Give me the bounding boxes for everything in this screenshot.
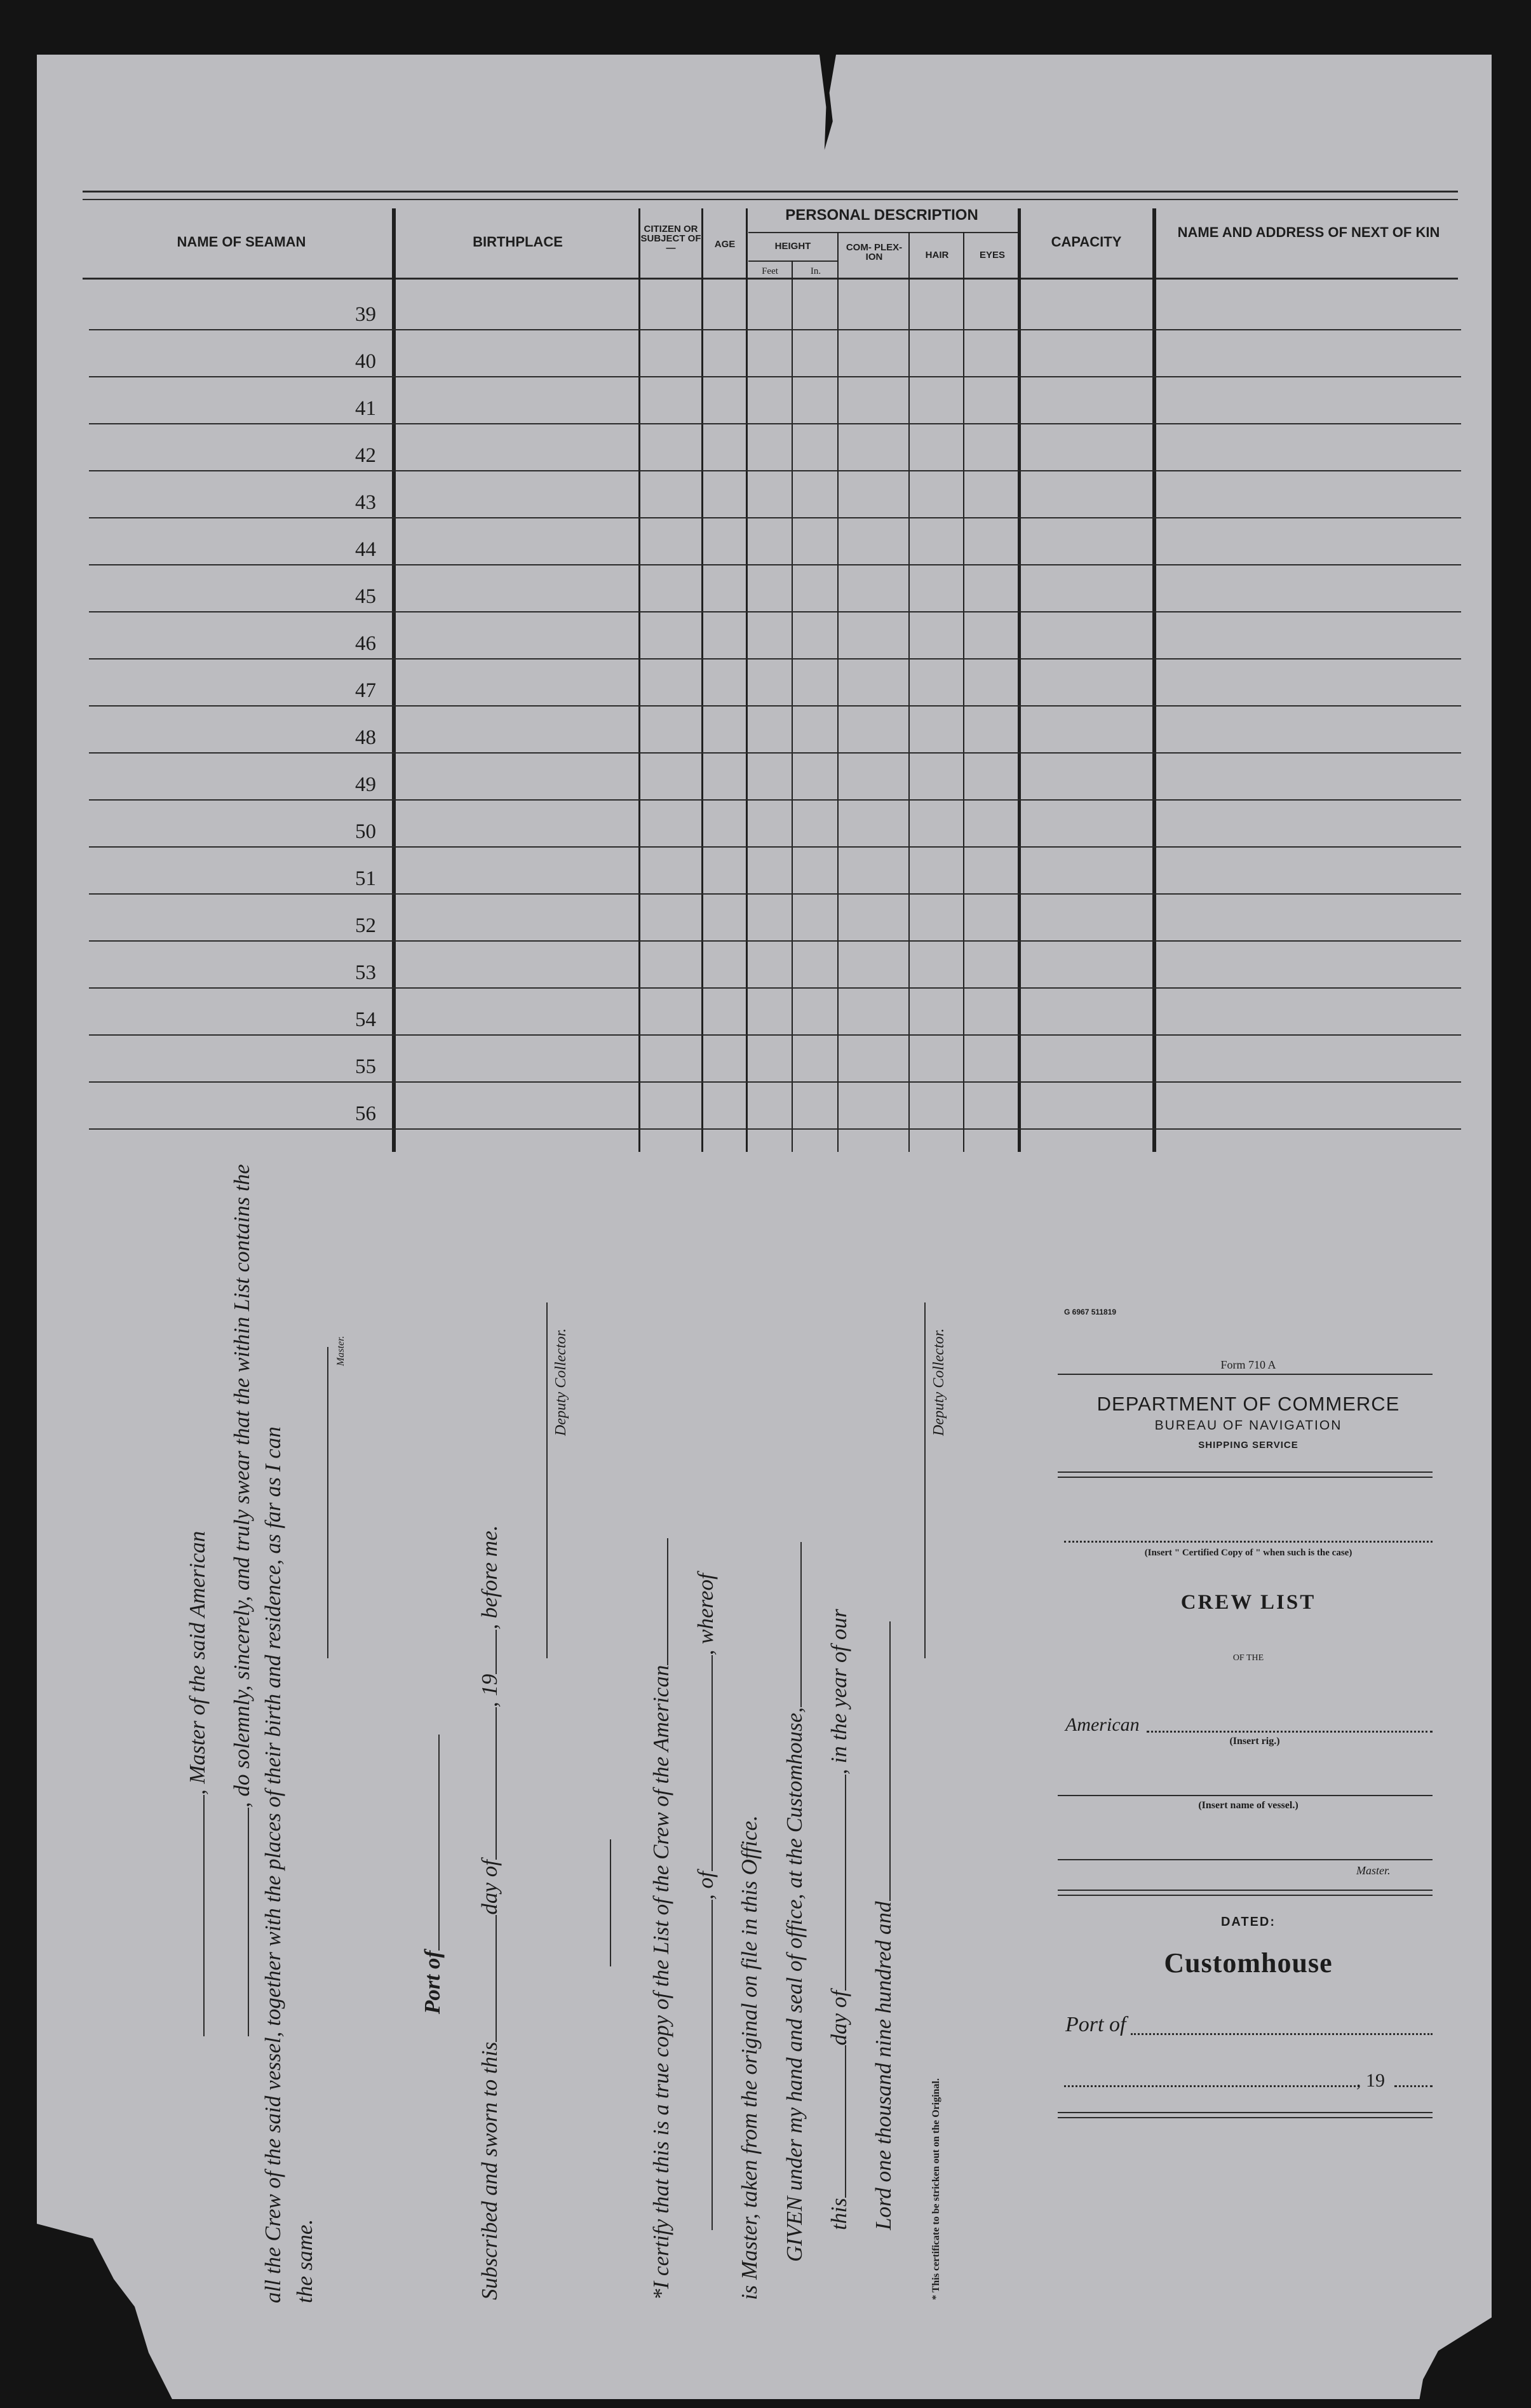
- master-line: [1058, 1859, 1433, 1860]
- oath-master-of: , Master of the said American: [184, 1531, 210, 2036]
- col-divider: [638, 208, 640, 1152]
- header-height: HEIGHT: [774, 241, 811, 252]
- rule: [1058, 1890, 1433, 1891]
- row-number: 49: [355, 773, 376, 796]
- oath-do-solemnly: , do solemnly, sincerely, and truly swear that the within List contains the: [229, 1164, 255, 2036]
- date-line: [1064, 2085, 1359, 2087]
- header-age: AGE: [714, 239, 736, 250]
- row-number: 51: [355, 867, 376, 890]
- header-next-of-kin: NAME AND ADDRESS OF NEXT OF KIN: [1177, 224, 1440, 240]
- rule: [1058, 1374, 1433, 1375]
- header-complexion: COM- PLEX- ION: [846, 242, 903, 262]
- header-birthplace: BIRTHPLACE: [473, 234, 563, 250]
- row-number: 56: [355, 1102, 376, 1125]
- top-rule: [83, 199, 1458, 200]
- col-divider: [392, 208, 396, 1152]
- insert-rig: (Insert rig.): [1229, 1736, 1280, 1747]
- row-number: 42: [355, 444, 376, 467]
- sworn-deputy-collector: Deputy Collector.: [553, 1328, 569, 1436]
- crew-list-cover: [1058, 1296, 1439, 2122]
- pd-rule: [748, 232, 1019, 233]
- cert-deputy-collector: Deputy Collector.: [931, 1328, 947, 1436]
- col-divider: [701, 208, 703, 1152]
- rig-line: [1147, 1731, 1433, 1733]
- row-number: 45: [355, 585, 376, 608]
- col-divider: [963, 232, 964, 1152]
- certified-copy-line: [1064, 1541, 1433, 1543]
- header-hair: HAIR: [925, 250, 949, 260]
- header-feet: Feet: [762, 266, 778, 276]
- rule: [1058, 2112, 1433, 2113]
- cert-line5: thisday of, in the year of our: [826, 1609, 851, 2230]
- service: SHIPPING SERVICE: [1198, 1440, 1298, 1451]
- height-rule: [748, 260, 837, 262]
- row-number: 52: [355, 914, 376, 937]
- header-bottom-rule: [83, 278, 1458, 280]
- year-line: [1394, 2085, 1433, 2087]
- row-number: 43: [355, 491, 376, 514]
- header-personal-description: PERSONAL DESCRIPTION: [785, 206, 978, 224]
- insert-certified: (Insert " Certified Copy of " when such is the case): [1144, 1548, 1352, 1558]
- port-of-label: Port of: [1065, 2013, 1126, 2036]
- oath-certificate-block: [165, 1164, 1194, 2313]
- dated-label: DATED:: [1220, 1915, 1276, 1929]
- of-the: OF THE: [1232, 1653, 1264, 1663]
- row-number: 48: [355, 726, 376, 749]
- bureau: BUREAU OF NAVIGATION: [1154, 1418, 1342, 1433]
- print-code: G 6967 511819: [1064, 1308, 1117, 1316]
- header-inches: In.: [810, 266, 821, 276]
- form-number: Form 710 A: [1220, 1358, 1276, 1371]
- port-line: [1131, 2033, 1433, 2035]
- col-divider: [746, 208, 748, 1152]
- row-number: 40: [355, 350, 376, 373]
- insert-vessel: (Insert name of vessel.): [1198, 1800, 1298, 1811]
- cert-footnote: * This certificate to be stricken out on the Original.: [931, 2078, 941, 2300]
- row-number: 50: [355, 820, 376, 843]
- row-number: 47: [355, 679, 376, 702]
- master-signature-line: [327, 1347, 328, 1658]
- row-number: 54: [355, 1008, 376, 1031]
- cert-line3: is Master, taken from the original on file in this Office.: [737, 1815, 762, 2300]
- master-label: Master.: [1356, 1864, 1391, 1877]
- top-rule: [83, 191, 1458, 193]
- deputy-signature-line: [546, 1302, 548, 1658]
- sworn-subscribed: Subscribed and sworn to thisday of, 19, before me.: [477, 1525, 502, 2300]
- cert-line2: , of, whereof: [692, 1573, 718, 2230]
- col-divider: [1152, 208, 1156, 1152]
- col-divider: [908, 232, 910, 1152]
- col-divider: [1018, 208, 1021, 1152]
- oath-the-same: the same.: [292, 2219, 317, 2303]
- vessel-line: [1058, 1795, 1433, 1796]
- american-label: American: [1065, 1714, 1140, 1735]
- sworn-port-of: Port of: [419, 1735, 445, 2014]
- rule: [1058, 1471, 1433, 1473]
- oath-master-label: Master.: [335, 1336, 346, 1366]
- rule: [1058, 2117, 1433, 2118]
- scan-border: [0, 0, 1531, 55]
- customhouse: Customhouse: [1164, 1947, 1333, 1978]
- department: DEPARTMENT OF COMMERCE: [1096, 1393, 1400, 1415]
- header-capacity: CAPACITY: [1051, 234, 1122, 250]
- row-number: 39: [355, 303, 376, 326]
- rule: [1058, 1895, 1433, 1896]
- crew-list-title: CREW LIST: [1180, 1591, 1316, 1614]
- row-number: 41: [355, 397, 376, 420]
- row-number: 44: [355, 538, 376, 561]
- header-citizen: CITIZEN OR SUBJECT OF—: [640, 224, 701, 254]
- col-divider: [837, 232, 839, 1152]
- year-19: , 19: [1356, 2070, 1385, 2091]
- cert-line1: *I certify that this is a true copy of the List of the Crew of the American: [648, 1538, 674, 2300]
- separator-line: [610, 1839, 611, 1966]
- row-number: 53: [355, 961, 376, 984]
- cert-line4: GIVEN under my hand and seal of office, at the Customhouse,: [781, 1542, 807, 2262]
- rule: [1058, 1477, 1433, 1478]
- deputy-signature-line: [924, 1302, 926, 1658]
- header-eyes: EYES: [979, 250, 1006, 260]
- row-number: 55: [355, 1055, 376, 1078]
- row-number: 46: [355, 632, 376, 655]
- header-name-of-seaman: NAME OF SEAMAN: [177, 234, 306, 250]
- oath-all-the-crew: all the Crew of the said vessel, together with the places of their birth and residence, as far as I can: [260, 1426, 285, 2303]
- cert-line6: Lord one thousand nine hundred and: [870, 1621, 896, 2230]
